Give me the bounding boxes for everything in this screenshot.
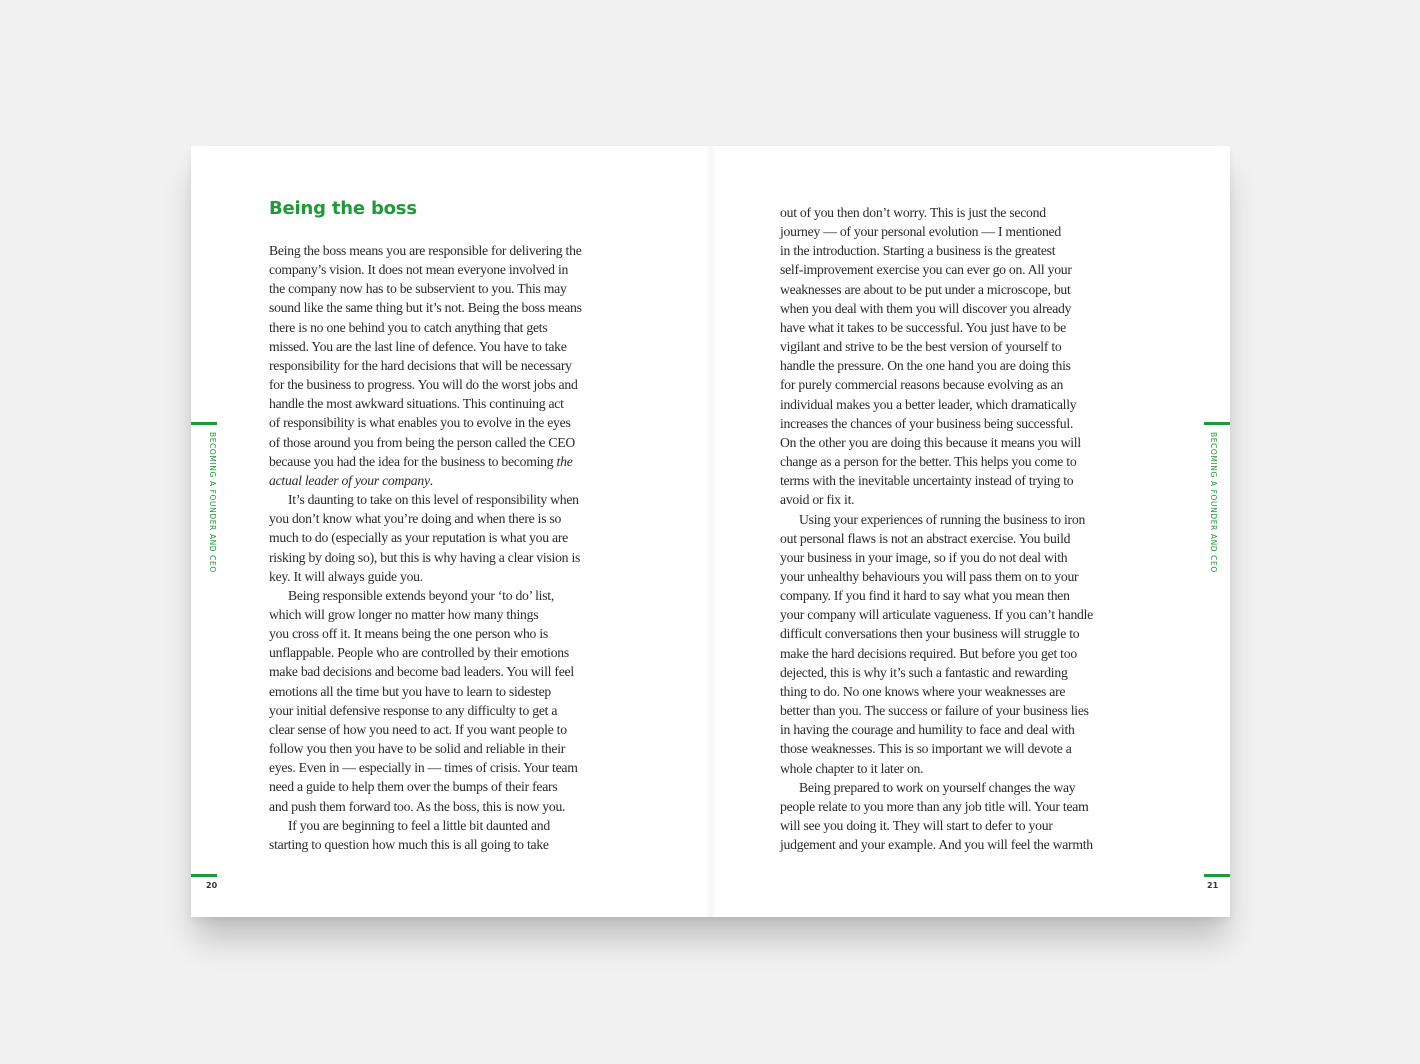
text-line-content: individual makes you a better leader, which dramatically [780, 396, 1077, 412]
text-line-content: On the other you are doing this because it means you will [780, 434, 1081, 450]
text-line [269, 662, 647, 681]
text-line-content: follow you then you have to be solid and reliable in their [269, 741, 566, 757]
text-line [269, 318, 647, 337]
text-line-tail: . [429, 472, 433, 488]
text-line-content: handle the most awkward situations. This continuing act [269, 396, 564, 412]
text-line-content: terms with the inevitable uncertainty instead of trying to [780, 473, 1074, 489]
text-line [269, 260, 647, 279]
text-line [269, 797, 647, 816]
text-line-content: out of you then don’t worry. This is just the second [780, 205, 1046, 220]
text-line [269, 816, 647, 835]
text-line-content: much to do (especially as your reputation is what you are [269, 530, 568, 546]
text-line [780, 663, 1158, 682]
right-section-tab [1204, 422, 1230, 425]
text-line [780, 510, 1158, 529]
text-line-content: increases the chances of your business being successful. [780, 415, 1074, 431]
text-line [269, 298, 647, 317]
text-line [269, 567, 647, 586]
text-line [269, 739, 647, 758]
text-line-content: for the business to progress. You will do the worst jobs and [269, 377, 578, 393]
text-line-content: of responsibility is what enables you to evolve in the eyes [269, 415, 571, 431]
text-line [780, 778, 1158, 797]
left-running-section-label: BECOMING A FOUNDER AND CEO [208, 432, 217, 573]
text-line-content: which will grow longer no matter how many things [269, 606, 539, 622]
right-body-text [780, 203, 1158, 854]
emphasis-text: actual leader of your company [269, 472, 430, 488]
left-page-number: 20 [206, 881, 218, 890]
text-line [269, 701, 647, 720]
text-line [269, 241, 647, 260]
text-line-content: need a guide to help them over the bumps of their fears [269, 779, 558, 795]
text-line-content: risking by doing so), but this is why having a clear vision is [269, 549, 581, 565]
text-line-content: journey — of your personal evolution — I mentioned [780, 224, 1061, 240]
text-line-content: in the introduction. Starting a business is the greatest [780, 243, 1056, 259]
text-line [780, 720, 1158, 739]
text-line [780, 414, 1158, 433]
text-line [780, 299, 1158, 318]
text-line [269, 528, 647, 547]
text-line-content: key. It will always guide you. [269, 568, 423, 584]
text-line [269, 758, 647, 777]
right-page-number: 21 [1207, 881, 1219, 890]
text-line [780, 318, 1158, 337]
text-line [780, 452, 1158, 471]
text-line-content: when you deal with them you will discover you already [780, 300, 1072, 316]
text-line [780, 337, 1158, 356]
book-spread [191, 146, 1230, 917]
right-folio-tab [1204, 874, 1230, 877]
text-line-content: handle the pressure. On the one hand you are doing this [780, 358, 1071, 374]
text-line [269, 394, 647, 413]
text-line [269, 624, 647, 643]
text-line-content: If you are beginning to feel a little bit daunted and [288, 817, 550, 833]
text-line-content: for purely commercial reasons because evolving as an [780, 377, 1064, 393]
text-line-content: people relate to you more than any job title will. Your team [780, 798, 1089, 814]
text-line [269, 337, 647, 356]
text-line-content: in having the courage and humility to face and deal with [780, 722, 1075, 738]
text-line-content: missed. You are the last line of defence. You have to take [269, 338, 567, 354]
text-line-content: will see you doing it. They will start to defer to your [780, 818, 1053, 833]
text-line [780, 490, 1158, 509]
text-line [269, 433, 647, 452]
text-line-content: make the hard decisions required. But before you get too [780, 645, 1077, 661]
text-line [269, 375, 647, 394]
text-line-content: you don’t know what you’re doing and when there is so [269, 511, 562, 527]
text-line [269, 720, 647, 739]
text-line-content: vigilant and strive to be the best version of yourself to [780, 339, 1062, 355]
text-line [780, 375, 1158, 394]
text-line-content: thing to do. No one knows where your weaknesses are [780, 683, 1066, 699]
text-line-content: Being prepared to work on yourself changes the way [799, 779, 1076, 795]
text-line [780, 548, 1158, 567]
text-line-content: your business in your image, so if you do not deal with [780, 549, 1068, 565]
text-line-content: because you had the idea for the business to becoming [269, 453, 554, 469]
text-line-content: judgement and your example. And you will feel the warmth [780, 837, 1093, 853]
text-line [780, 682, 1158, 701]
text-line-content: you cross off it. It means being the one person who is [269, 626, 548, 642]
text-line [269, 777, 647, 796]
text-line-content: Being responsible extends beyond your ‘to do’ list, [288, 587, 555, 603]
emphasis-text: the [556, 453, 573, 469]
text-line [780, 816, 1158, 835]
text-line-content: your initial defensive response to any difficulty to get a [269, 702, 558, 718]
text-line [269, 356, 647, 375]
text-line-content: Being the boss means you are responsible for delivering the [269, 243, 582, 258]
text-line [780, 241, 1158, 260]
text-line [269, 509, 647, 528]
text-line [269, 279, 647, 298]
text-line [780, 260, 1158, 279]
text-line-content: of those around you from being the person called the CEO [269, 434, 576, 450]
text-line [780, 280, 1158, 299]
text-line [269, 586, 647, 605]
section-heading: Being the boss [269, 198, 417, 219]
text-line [780, 567, 1158, 586]
text-line [780, 797, 1158, 816]
text-line [780, 835, 1158, 854]
text-line-content: clear sense of how you need to act. If you want people to [269, 721, 567, 737]
text-line [780, 739, 1158, 758]
text-line-content: company. If you find it hard to say what you mean then [780, 588, 1070, 604]
text-line-content: make bad decisions and become bad leaders. You will feel [269, 664, 574, 680]
text-line-content: self-improvement exercise you can ever go on. All your [780, 262, 1072, 278]
text-line [269, 548, 647, 567]
text-line [269, 471, 647, 490]
text-line-content: have what it takes to be successful. You just have to be [780, 319, 1066, 335]
text-line [780, 203, 1158, 222]
right-running-section-label: BECOMING A FOUNDER AND CEO [1209, 432, 1218, 573]
text-line-content: the company now has to be subservient to you. This may [269, 281, 567, 297]
text-line-content: avoid or fix it. [780, 492, 855, 508]
book-gutter [706, 146, 716, 917]
text-line [780, 701, 1158, 720]
text-line [780, 395, 1158, 414]
text-line-content: weaknesses are about to be put under a microscope, but [780, 281, 1071, 297]
text-line [780, 605, 1158, 624]
text-line-content: eyes. Even in — especially in — times of crisis. Your team [269, 760, 578, 776]
left-folio-tab [191, 874, 217, 877]
text-line-content: Using your experiences of running the business to iron [799, 511, 1086, 527]
text-line [780, 222, 1158, 241]
left-section-tab [191, 422, 217, 425]
text-line-content: emotions all the time but you have to learn to sidestep [269, 683, 551, 699]
text-line [780, 624, 1158, 643]
text-line-content: unflappable. People who are controlled by their emotions [269, 645, 569, 661]
text-line [780, 586, 1158, 605]
text-line-content: those weaknesses. This is so important we will devote a [780, 741, 1072, 757]
text-line-content: sound like the same thing but it’s not. Being the boss means [269, 300, 582, 316]
text-line-content: better than you. The success or failure of your business lies [780, 703, 1089, 719]
text-line [269, 643, 647, 662]
text-line [269, 682, 647, 701]
text-line-content: and push them forward too. As the boss, this is now you. [269, 798, 566, 814]
text-line-content: whole chapter to it later on. [780, 760, 924, 776]
text-line-content: there is no one behind you to catch anything that gets [269, 319, 548, 335]
text-line [780, 471, 1158, 490]
text-line [780, 529, 1158, 548]
text-line [269, 605, 647, 624]
left-body-text [269, 241, 647, 854]
text-line-content: your company will articulate vagueness. If you can’t handle [780, 607, 1094, 623]
text-line-content: difficult conversations then your business will struggle to [780, 626, 1080, 642]
text-line-content: It’s daunting to take on this level of responsibility when [288, 492, 579, 508]
text-line [780, 356, 1158, 375]
text-line [780, 433, 1158, 452]
text-line [269, 452, 647, 471]
text-line [780, 644, 1158, 663]
text-line [269, 835, 647, 854]
text-line [269, 413, 647, 432]
text-line [269, 490, 647, 509]
text-line-content: starting to question how much this is all going to take [269, 836, 549, 852]
text-line-content: responsibility for the hard decisions that will be necessary [269, 357, 572, 373]
text-line-content: company’s vision. It does not mean everyone involved in [269, 262, 569, 278]
text-line [780, 759, 1158, 778]
text-line-content: change as a person for the better. This helps you come to [780, 454, 1077, 470]
text-line-content: your unhealthy behaviours you will pass them on to your [780, 568, 1079, 584]
text-line-content: out personal flaws is not an abstract exercise. You build [780, 530, 1071, 546]
text-line-content: dejected, this is why it’s such a fantastic and rewarding [780, 664, 1068, 680]
